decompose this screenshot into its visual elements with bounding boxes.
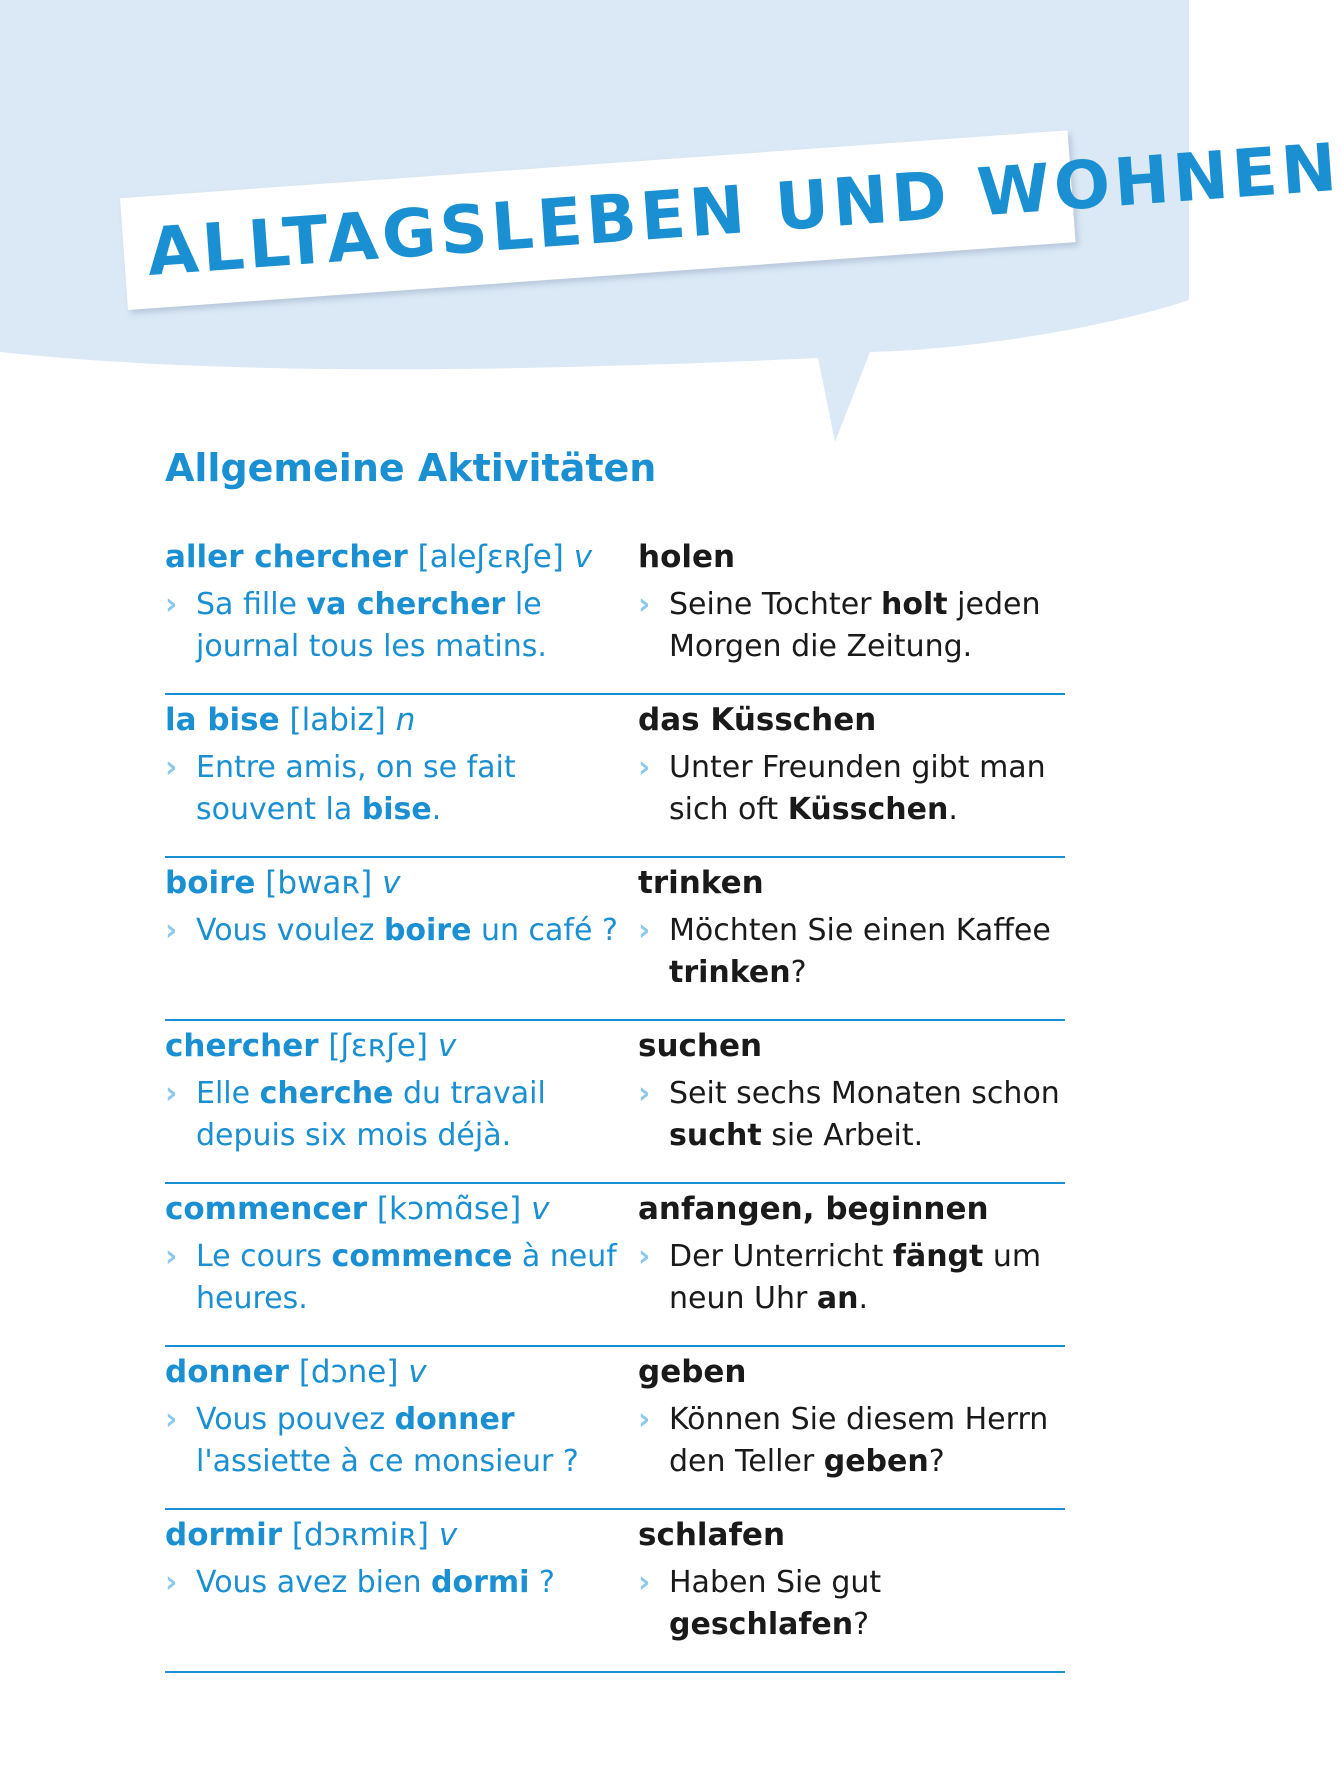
- french-headword-line: [165, 1027, 635, 1065]
- french-headword-line: [165, 1190, 635, 1228]
- example-keyword: Küsschen: [787, 792, 949, 827]
- example-marker-icon: ›: [165, 1402, 178, 1437]
- french-word: donner: [165, 1354, 289, 1390]
- french-column: [165, 1190, 635, 1320]
- french-word: chercher: [165, 1028, 319, 1064]
- part-of-speech: v: [531, 1191, 550, 1227]
- german-word: suchen: [638, 1028, 763, 1064]
- part-of-speech: v: [437, 1028, 457, 1064]
- example-keyword: geben: [823, 1444, 929, 1479]
- french-column: [165, 538, 635, 668]
- pronunciation: [labiz]: [289, 702, 386, 738]
- example-text: .: [431, 792, 442, 827]
- pronunciation: [aleʃɛʀʃe]: [417, 539, 564, 575]
- pronunciation: [dɔne]: [298, 1354, 399, 1390]
- german-word: geben: [638, 1354, 747, 1390]
- example-marker-icon: ›: [638, 750, 651, 785]
- example-text: Seine Tochter: [669, 587, 882, 622]
- french-column: [165, 1516, 635, 1604]
- german-word: schlafen: [638, 1517, 786, 1553]
- example-keyword: fängt: [892, 1239, 984, 1274]
- french-example: [165, 1562, 635, 1604]
- example-text: Vous voulez: [196, 913, 384, 948]
- french-column: [165, 1353, 635, 1483]
- example-marker-icon: ›: [638, 587, 651, 622]
- vocab-entry: [165, 1184, 1065, 1347]
- example-text: à neuf heures.: [196, 1239, 617, 1316]
- german-example: [638, 1399, 1065, 1483]
- french-headword-line: [165, 538, 635, 576]
- example-text: Seit sechs Monaten schon: [669, 1076, 1060, 1111]
- vocab-entry: [165, 1510, 1065, 1673]
- french-example: [165, 747, 635, 831]
- example-marker-icon: ›: [638, 913, 651, 948]
- french-headword-line: [165, 1353, 635, 1391]
- german-example: [638, 747, 1065, 831]
- french-example: [165, 1236, 635, 1320]
- german-word: trinken: [638, 865, 764, 901]
- german-column: [638, 538, 1065, 668]
- french-word: aller chercher: [165, 539, 408, 575]
- example-keyword: geschlafen: [669, 1607, 854, 1642]
- example-keyword: trinken: [669, 955, 791, 990]
- example-keyword: bise: [361, 792, 432, 827]
- example-text: Elle: [196, 1076, 260, 1111]
- french-headword-line: [165, 864, 635, 902]
- example-text: un café ?: [471, 913, 618, 948]
- french-example: [165, 910, 635, 952]
- example-text: l'assiette à ce monsieur ?: [196, 1444, 579, 1479]
- part-of-speech: v: [438, 1517, 458, 1553]
- german-word: anfangen, beginnen: [638, 1191, 989, 1227]
- pronunciation: [bwaʀ]: [265, 865, 373, 901]
- vocab-entry: [165, 1347, 1065, 1510]
- example-text: Unter Freunden gibt man sich oft: [669, 750, 1046, 827]
- example-text: um neun Uhr: [669, 1239, 1042, 1316]
- german-example: [638, 910, 1065, 994]
- german-column: [638, 1027, 1065, 1157]
- german-column: [638, 1353, 1065, 1483]
- french-word: commencer: [165, 1191, 368, 1227]
- example-text: Le cours: [196, 1239, 332, 1274]
- example-marker-icon: ›: [638, 1076, 651, 1111]
- section-heading: Allgemeine Aktivitäten: [165, 446, 657, 490]
- french-headword-line: [165, 701, 635, 739]
- pronunciation: [dɔʀmiʀ]: [291, 1517, 429, 1553]
- part-of-speech: v: [382, 865, 401, 901]
- french-word: dormir: [165, 1517, 282, 1553]
- example-keyword: donner: [394, 1402, 515, 1437]
- german-example: [638, 1562, 1065, 1646]
- french-word: la bise: [165, 702, 280, 738]
- example-text: du travail depuis six mois déjà.: [196, 1076, 546, 1153]
- pronunciation: [kɔmɑ̃se]: [376, 1191, 522, 1227]
- example-keyword: sucht: [669, 1118, 762, 1153]
- vocab-entry: [165, 532, 1065, 695]
- french-word: boire: [165, 865, 256, 901]
- german-column: [638, 1190, 1065, 1320]
- example-keyword: an: [816, 1281, 859, 1316]
- french-example: [165, 584, 635, 668]
- example-keyword: commence: [331, 1239, 513, 1274]
- example-marker-icon: ›: [165, 750, 178, 785]
- vocabulary-list: [165, 532, 1065, 1673]
- part-of-speech: v: [408, 1354, 427, 1390]
- example-text: Sa fille: [196, 587, 307, 622]
- example-text: Entre amis, on se fait souvent la: [196, 750, 516, 827]
- example-text: le journal tous les matins.: [196, 587, 547, 664]
- example-text: Vous avez bien: [196, 1565, 431, 1600]
- example-text: ?: [529, 1565, 555, 1600]
- french-column: [165, 1027, 635, 1157]
- example-marker-icon: ›: [165, 913, 178, 948]
- example-marker-icon: ›: [638, 1239, 651, 1274]
- example-keyword: holt: [881, 587, 948, 622]
- part-of-speech: n: [395, 702, 416, 738]
- vocab-entry: [165, 858, 1065, 1021]
- example-marker-icon: ›: [165, 1239, 178, 1274]
- example-marker-icon: ›: [165, 1076, 178, 1111]
- example-text: Möchten Sie einen Kaffee: [669, 913, 1051, 948]
- example-keyword: va chercher: [306, 587, 506, 622]
- example-marker-icon: ›: [165, 587, 178, 622]
- example-text: jeden Morgen die Zeitung.: [669, 587, 1041, 664]
- french-example: [165, 1399, 635, 1483]
- german-column: [638, 1516, 1065, 1646]
- example-text: .: [858, 1281, 869, 1316]
- example-keyword: dormi: [431, 1565, 530, 1600]
- vocab-entry: [165, 1021, 1065, 1184]
- german-column: [638, 701, 1065, 831]
- french-headword-line: [165, 1516, 635, 1554]
- example-text: Haben Sie gut: [669, 1565, 882, 1600]
- french-column: [165, 701, 635, 831]
- french-example: [165, 1073, 635, 1157]
- example-marker-icon: ›: [638, 1402, 651, 1437]
- german-word: das Küsschen: [638, 702, 877, 738]
- example-text: ?: [853, 1607, 870, 1642]
- pronunciation: [ʃɛʀʃe]: [328, 1028, 428, 1064]
- part-of-speech: v: [573, 539, 593, 575]
- example-keyword: cherche: [259, 1076, 394, 1111]
- vocab-entry: [165, 695, 1065, 858]
- example-text: Können Sie diesem Herrn den Teller: [669, 1402, 1049, 1479]
- example-text: ?: [928, 1444, 945, 1479]
- example-keyword: boire: [383, 913, 472, 948]
- example-text: sie Arbeit.: [761, 1118, 924, 1153]
- page-title: ALLTAGSLEBEN UND WOHNEN: [144, 128, 1343, 291]
- example-marker-icon: ›: [165, 1565, 178, 1600]
- example-text: .: [948, 792, 958, 827]
- example-text: ?: [790, 955, 807, 990]
- french-column: [165, 864, 635, 952]
- example-text: Vous pouvez: [196, 1402, 395, 1437]
- german-example: [638, 1073, 1065, 1157]
- german-column: [638, 864, 1065, 994]
- german-example: [638, 584, 1065, 668]
- example-marker-icon: ›: [638, 1565, 651, 1600]
- example-text: Der Unterricht: [669, 1239, 893, 1274]
- german-example: [638, 1236, 1065, 1320]
- german-word: holen: [638, 539, 736, 575]
